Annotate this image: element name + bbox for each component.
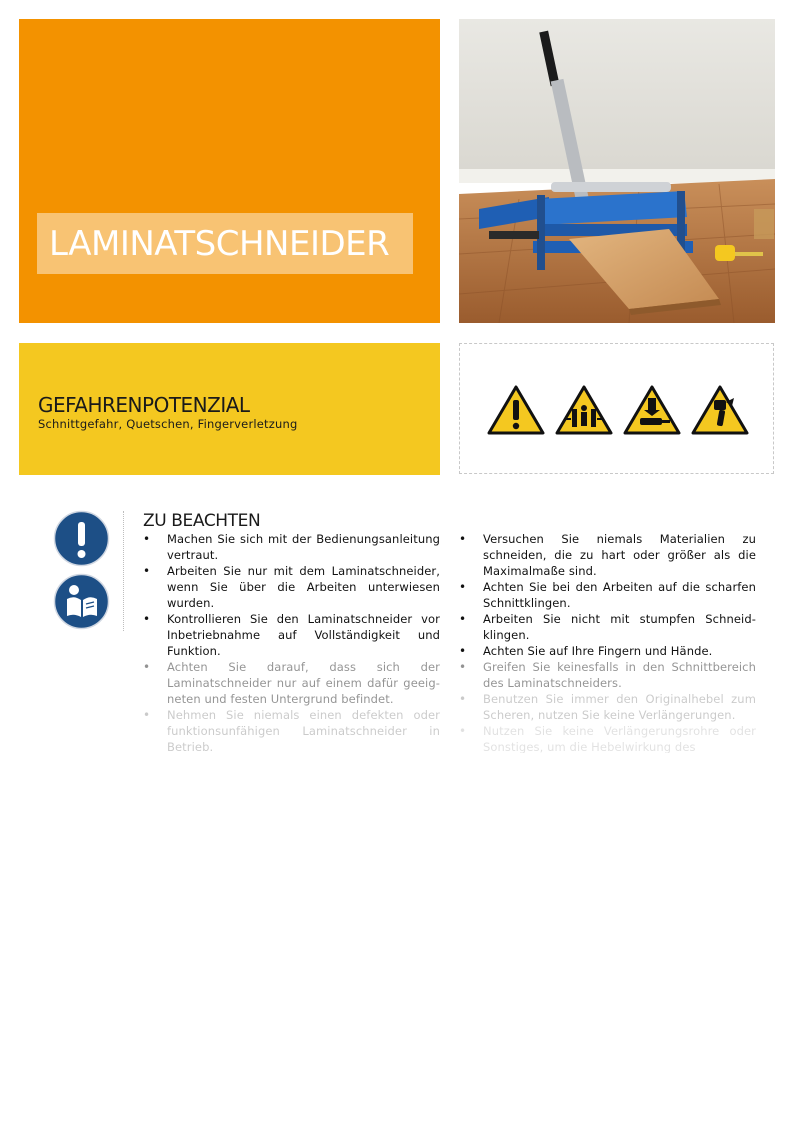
list-item: • Greifen Sie keinesfalls in den Schnittbereich des Laminatschneiders. [459,659,756,691]
list-item: • Achten Sie darauf, dass sich der Laminatschneider nur auf einem dafür geeig-neten und festen Untergrund befindet. [143,659,440,707]
hazard-title: GEFAHRENPOTENZIAL [38,393,250,417]
divider-line [123,511,124,631]
product-photo [459,19,775,323]
warning-signs [459,343,774,474]
cut-hazard-icon [690,384,750,436]
list-item: • Kontrollieren Sie den Laminatschneider vor Inbetriebnahme auf Vollständigkeit und Funktion. [143,611,440,659]
list-item: • Arbeiten Sie nur mit dem Laminatschneider, wenn Sie über die Arbeiten unterwiesen wurden. [143,563,440,611]
list-item: • Benutzen Sie immer den Originalhebel zum Scheren, nutzen Sie keine Verlängerungen. [459,691,756,723]
hand-crush-hazard-icon [622,384,682,436]
title-box [37,213,413,274]
notes-left-column [143,531,443,753]
list-item: • Versuchen Sie niemals Materialien zu schneiden, die zu hart oder größer als die Maximalmaße sind. [459,531,756,579]
notes-right-column [459,531,759,753]
title-panel [19,19,440,323]
list-item: • Machen Sie sich mit der Bedienungsanleitung vertraut. [143,531,440,563]
list-item: • Nehmen Sie niemals einen defekten oder funktionsunfähigen Laminatschneider in Betrieb. [143,707,440,753]
list-item: • Achten Sie auf Ihre Fingern und Hände. [459,643,756,659]
hazard-subtitle: Schnittgefahr, Quetschen, Fingerverletzung [38,417,298,431]
page-title: LAMINATSCHNEIDER [49,223,390,264]
list-item: • Nutzen Sie keine Verlängerungsrohre oder Sonstiges, um die Hebelwirkung des [459,723,756,753]
general-warning-icon [486,384,546,436]
list-item: • Achten Sie bei den Arbeiten auf die scharfen Schnittklingen. [459,579,756,611]
notes-title: ZU BEACHTEN [143,511,261,531]
list-item: • Arbeiten Sie nicht mit stumpfen Schneid-klingen. [459,611,756,643]
crush-hazard-icon [554,384,614,436]
mandatory-exclamation-icon [53,510,110,567]
read-manual-icon [53,573,110,630]
hazard-panel [19,343,440,475]
